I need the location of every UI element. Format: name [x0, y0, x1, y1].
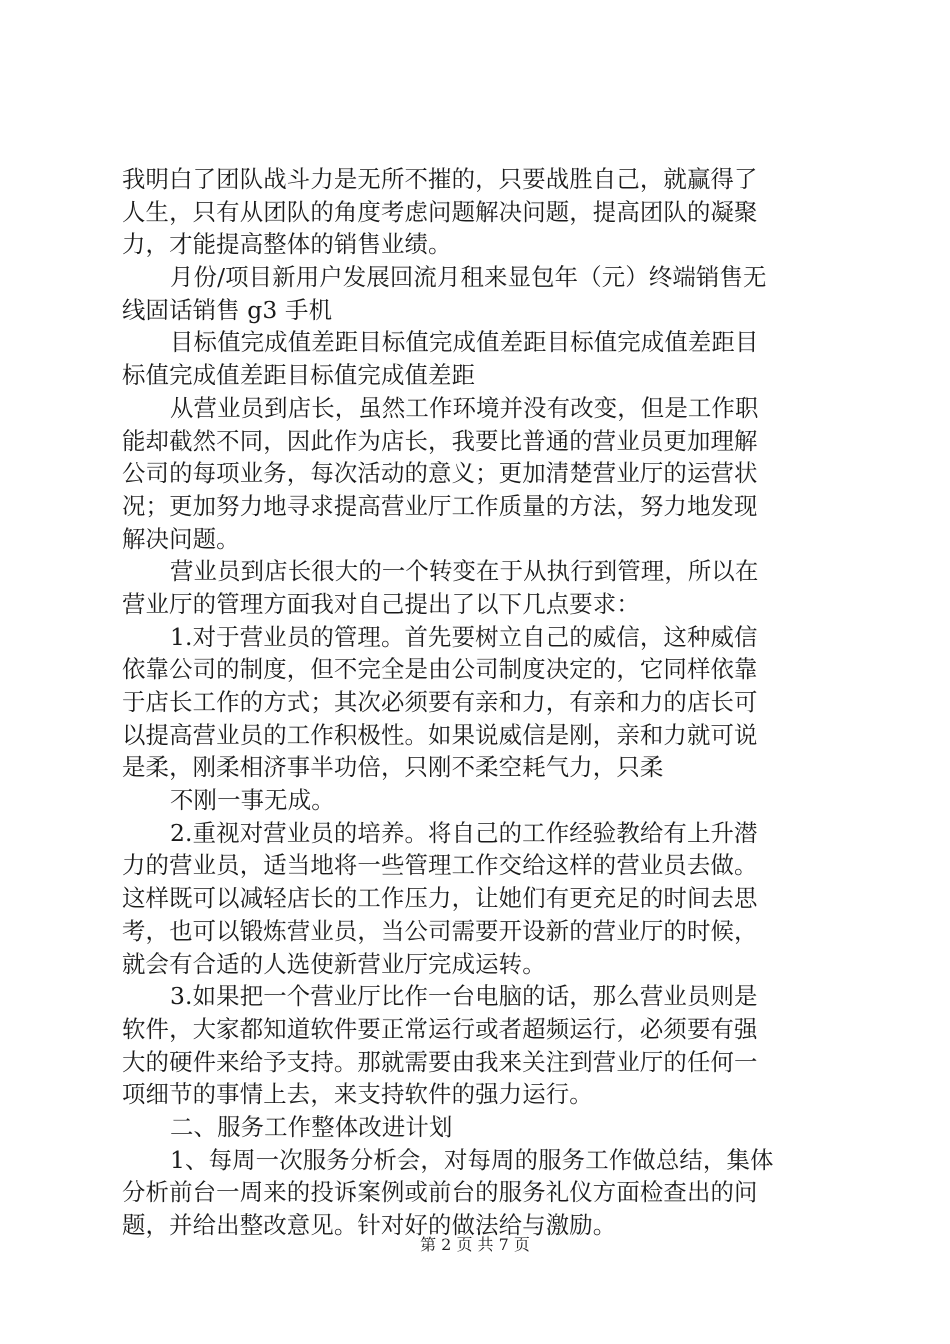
text-line: 大的硬件来给予支持。那就需要由我来关注到营业厅的任何一: [122, 1047, 758, 1076]
text-line: 考，也可以锻炼营业员，当公司需要开设新的营业厅的时候，: [122, 916, 758, 945]
page-footer: 第 2 页 共 7 页: [420, 1235, 530, 1254]
text-line: 公司的每项业务，每次活动的意义；更加清楚营业厅的运营状: [122, 459, 758, 488]
text-line: 力的营业员，适当地将一些管理工作交给这样的营业员去做。: [122, 851, 758, 880]
text-line: 标值完成值差距目标值完成值差距: [122, 361, 476, 390]
text-line: 是柔，刚柔相济事半功倍，只刚不柔空耗气力，只柔: [122, 753, 664, 782]
text-line: 于店长工作的方式；其次必须要有亲和力，有亲和力的店长可: [122, 688, 758, 716]
text-line: 营业厅的管理方面我对自己提出了以下几点要求：: [122, 589, 640, 618]
text-line: 况；更加努力地寻求提高营业厅工作质量的方法，努力地发现: [122, 491, 758, 520]
text-line: 就会有合适的人选使新营业厅完成运转。: [122, 949, 546, 978]
text-line: 线固话销售 g3 手机: [122, 295, 333, 324]
text-line: 能却截然不同，因此作为店长，我要比普通的营业员更加理解: [122, 426, 758, 455]
text-line: 2.重视对营业员的培养。将自己的工作经验教给有上升潜: [170, 818, 758, 847]
text-line: 我明白了团队战斗力是无所不摧的，只要战胜自己，就赢得了: [122, 165, 758, 193]
text-line: 项细节的事情上去，来支持软件的强力运行。: [122, 1080, 593, 1109]
text-line: 营业员到店长很大的一个转变在于从执行到管理，所以在: [170, 557, 759, 586]
text-line: 二、服务工作整体改进计划: [170, 1112, 453, 1141]
text-line: 题，并给出整改意见。针对好的做法给与激励。: [122, 1211, 617, 1239]
text-line: 月份/项目新用户发展回流月租来显包年（元）终端销售无: [170, 263, 767, 292]
text-line: 分析前台一周来的投诉案例或前台的服务礼仪方面检查出的问: [122, 1178, 758, 1207]
text-line: 1、每周一次服务分析会，对每周的服务工作做总结，集体: [170, 1145, 774, 1174]
text-line: 软件，大家都知道软件要正常运行或者超频运行，必须要有强: [122, 1014, 758, 1043]
text-line: 人生，只有从团队的角度考虑问题解决问题，提高团队的凝聚: [122, 197, 758, 226]
text-line: 依靠公司的制度，但不完全是由公司制度决定的，它同样依靠: [122, 655, 758, 684]
document-body: [122, 163, 834, 1242]
text-line: 3.如果把一个营业厅比作一台电脑的话，那么营业员则是: [170, 982, 758, 1011]
text-line: 这样既可以减轻店长的工作压力，让她们有更充足的时间去思: [122, 884, 758, 913]
text-line: 以提高营业员的工作积极性。如果说威信是刚，亲和力就可说: [122, 720, 758, 749]
text-line: 从营业员到店长，虽然工作环境并没有改变，但是工作职: [170, 393, 759, 422]
text-line: 解决问题。: [122, 524, 240, 553]
text-line: 1.对于营业员的管理。首先要树立自己的威信，这种威信: [170, 622, 758, 651]
text-line: 不刚一事无成。: [170, 786, 335, 815]
text-line: 目标值完成值差距目标值完成值差距目标值完成值差距目: [170, 328, 759, 357]
text-line: 力，才能提高整体的销售业绩。: [122, 230, 452, 259]
